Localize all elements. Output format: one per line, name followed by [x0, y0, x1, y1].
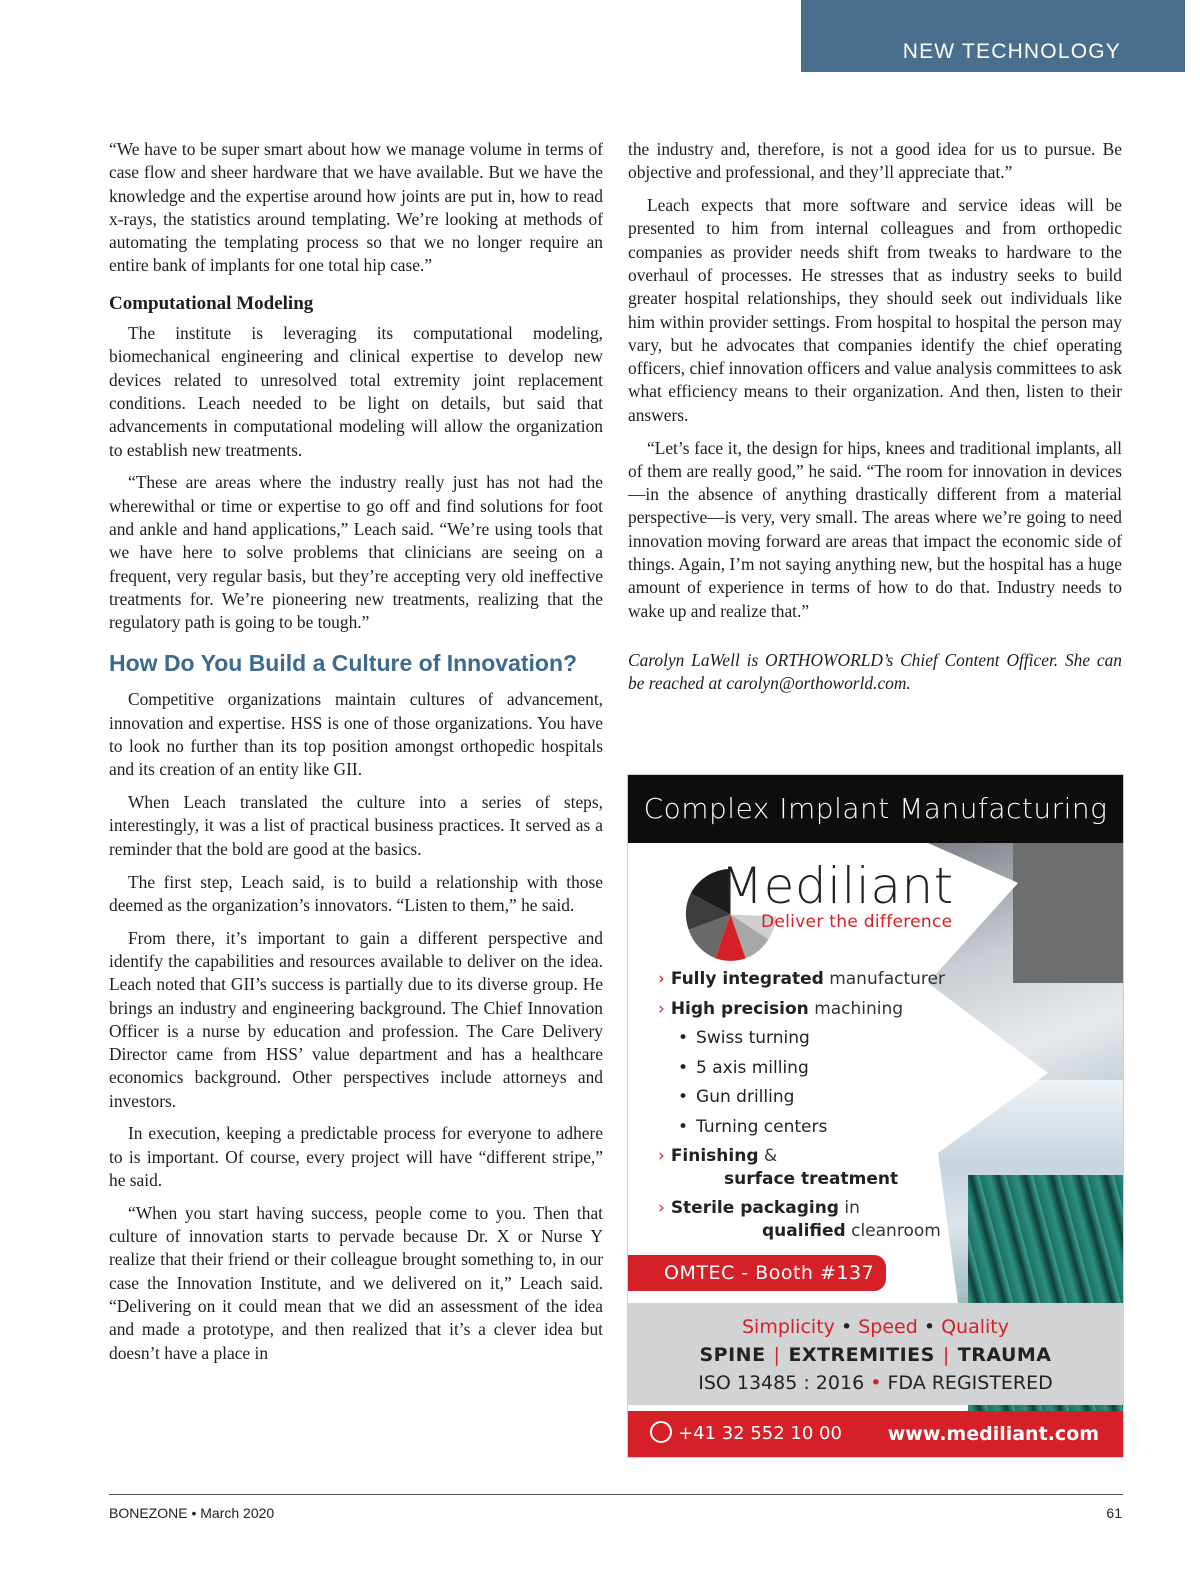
feature-item-continued: surface treatment [724, 1168, 899, 1189]
bullet-icon: • [678, 1028, 689, 1048]
paragraph: the industry and, therefore, is not a good idea for us to pursue. Be objective and professional, and they’ll appreciate that.” [628, 139, 1122, 183]
feature-item: › Sterile packaging in [658, 1198, 860, 1218]
author-byline: Carolyn LaWell is ORTHOWORLD’s Chief Content Officer. She can be reached at carolyn@orthoworld.com. [628, 649, 1122, 694]
certification: ISO 13485 : 2016 • FDA REGISTERED [698, 1372, 1053, 1394]
tagline: Simplicity • Speed • Quality [742, 1316, 1009, 1338]
paragraph: Leach expects that more software and service ideas will be presented to him from internal colleagues and from orthopedic companies as provider needs shift from tweaks to hardware to the overhaul of processes. He stresses that as industry seeks to build greater hospital relationships, they should seek out individuals like him within provider settings. From hospital to hospital the person may vary, but he advocates that companies identify the chief operating officers, chief innovation officers and value analysis committees to ask what efficiency means to their organization. And then, listen to their answers. [628, 195, 1122, 425]
brand-name: Mediliant [720, 857, 954, 915]
feature-subitem: • Turning centers [678, 1116, 828, 1137]
chevron-right-icon: › [658, 969, 665, 989]
contact-band [628, 1411, 1123, 1457]
feature-subitem: • Gun drilling [678, 1087, 795, 1107]
paragraph: From there, it’s important to gain a different perspective and identify the capabilities and resources available to deliver on the idea. Leach noted that GII’s success is partially due to its diverse group. He brings an industry and engineering background. The Chief Innovation Officer is a nurse by education and profession. The Care Delivery Director came from HSS’ value department and has a healthcare economics background. Other perspectives include attorneys and investors. [109, 927, 603, 1111]
feature-item-continued: qualified cleanroom [762, 1220, 941, 1241]
feature-item: › Fully integrated manufacturer [658, 969, 945, 989]
bullet-icon: • [678, 1087, 689, 1107]
publication-info: BONEZONE • March 2020 [109, 1505, 275, 1521]
paragraph: “When you start having success, people come to you. Then that culture of innovation starts to pervade because Dr. X or Nurse Y realize that their friend or their colleague brought something to, in our case the Innovation Institute, and we delivered on it,” Leach said. “Delivering on it could mean that we did an assessment of the idea and made a prototype, and then realized that it’s a clever idea but doesn’t have a place in [109, 1202, 603, 1363]
value-band [628, 1303, 1123, 1405]
paragraph: “Let’s face it, the design for hips, knees and traditional implants, all of them are really good,” he said. “The room for innovation in devices—in the absence of anything drastically different from a material perspective—is very, very small. The areas where we’re going to need innovation moving forward are areas that impact the economic side of things. Again, I’m not saying anything new, but the hospital has a huge amount of experience in terms of how to do that. Industry needs to wake up and realize that.” [628, 437, 1122, 621]
chevron-right-icon: › [658, 1146, 665, 1166]
feature-item: › High precision machining [658, 998, 904, 1019]
paragraph: “We have to be super smart about how we manage volume in terms of case flow and sheer hardware that we have available. But we have the knowledge and the expertise around how joints are put in, how to read x-rays, the statistics around templating. We’re looking at methods of automating the templating process so that we no longer require an entire bank of implants for one total hip case.” [109, 139, 603, 276]
bullet-icon: • [678, 1116, 689, 1137]
left-column [109, 138, 603, 1374]
chevron-right-icon: › [658, 998, 665, 1019]
bullet-icon: • [678, 1057, 689, 1078]
paragraph: “These are areas where the industry really just has not had the wherewithal or time or expertise to go off and find solutions for foot and ankle and hand applications,” Leach said. “We’re using tools that we have here to solve problems that clinicians are seeing on a frequent, very regular basis, but they’re accepting very old ineffective treatments for. We’re pioneering new treatments, realizing that the regulatory path is going to be tough.” [109, 472, 603, 633]
feature-list [658, 965, 958, 1246]
section-label: NEW TECHNOLOGY [902, 40, 1121, 63]
paragraph: The first step, Leach said, is to build a relationship with those deemed as the organization’s innovators. “Listen to them,” he said. [109, 871, 603, 915]
brand-tagline: Deliver the difference [761, 912, 953, 932]
paragraph: The institute is leveraging its computational modeling, biomechanical engineering and clinical expertise to develop new devices related to unresolved total extremity joint replacement conditions. Leach needed to be light on details, but said that advancements in computational modeling will allow the organization to establish new treatments. [109, 323, 603, 460]
feature-item: › Finishing & [658, 1146, 778, 1166]
phone-number[interactable]: +41 32 552 10 00 [650, 1411, 842, 1457]
paragraph: Competitive organizations maintain cultures of advancement, innovation and expertise. HSS is one of those organizations. You have to look no further than its top position amongst orthopedic hospitals and its creation of an entity like GII. [109, 689, 603, 780]
website-link[interactable]: www.mediliant.com [887, 1423, 1099, 1445]
paragraph: In execution, keeping a predictable process for everyone to adhere to is important. Of course, every project will have “different stripe,” he said. [109, 1123, 603, 1191]
section-tab [801, 0, 1185, 72]
specialties: SPINE | EXTREMITIES | TRAUMA [699, 1344, 1052, 1366]
ad-banner: Complex Implant Manufacturing [628, 775, 1123, 843]
footer-divider [109, 1494, 1123, 1495]
whatsapp-icon [650, 1421, 672, 1443]
feature-subitem: • 5 axis milling [678, 1057, 809, 1078]
booth-badge: OMTEC - Booth #137 [628, 1255, 886, 1291]
subheading: Computational Modeling [109, 292, 314, 314]
page-number: 61 [1106, 1505, 1122, 1521]
right-column [628, 138, 1122, 705]
feature-subitem: • Swiss turning [678, 1028, 810, 1048]
section-heading: How Do You Build a Culture of Innovation? [109, 650, 578, 677]
mediliant-advertisement[interactable] [628, 775, 1123, 1457]
paragraph: When Leach translated the culture into a series of steps, interestingly, it was a list of practical business practices. It served as a reminder that the bold are good at the basics. [109, 792, 603, 859]
chevron-right-icon: › [658, 1198, 665, 1218]
